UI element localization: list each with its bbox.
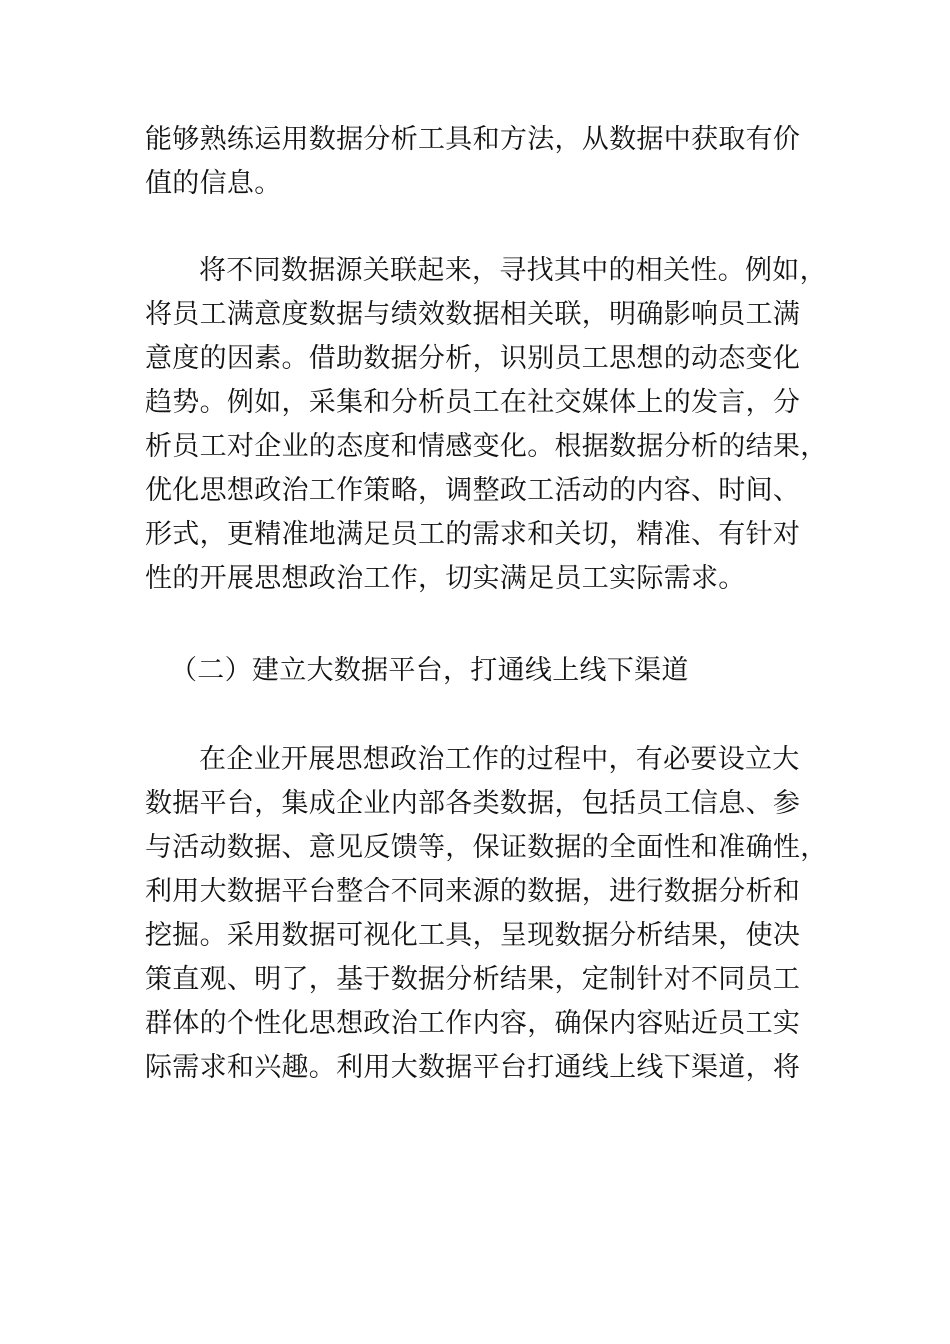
paragraph-3-line-4: 利用大数据平台整合不同来源的数据，进行数据分析和 (145, 876, 801, 907)
paragraph-2-line-6: 优化思想政治工作策略，调整政工活动的内容、时间、 (145, 475, 801, 506)
paragraph-2-line-7: 形式，更精准地满足员工的需求和关切，精准、有针对 (145, 519, 801, 550)
paragraph-2-line-4: 趋势。例如，采集和分析员工在社交媒体上的发言，分 (145, 387, 801, 418)
paragraph-3-line-7: 群体的个性化思想政治工作内容，确保内容贴近员工实 (145, 1008, 801, 1039)
paragraph-2-line-2: 将员工满意度数据与绩效数据相关联，明确影响员工满 (145, 299, 801, 330)
paragraph-2-line-5: 析员工对企业的态度和情感变化。根据数据分析的结果， (145, 431, 828, 462)
paragraph-3-line-6: 策直观、明了，基于数据分析结果，定制针对不同员工 (145, 964, 801, 995)
paragraph-3-line-8: 际需求和兴趣。利用大数据平台打通线上线下渠道，将 (145, 1052, 801, 1083)
paragraph-3-line-1: 在企业开展思想政治工作的过程中，有必要设立大 (199, 744, 800, 775)
section-heading: （二）建立大数据平台，打通线上线下渠道 (170, 655, 689, 686)
paragraph-2-line-8: 性的开展思想政治工作，切实满足员工实际需求。 (145, 563, 746, 594)
paragraph-3-line-5: 挖掘。采用数据可视化工具，呈现数据分析结果，使决 (145, 920, 801, 951)
paragraph-3-line-2: 数据平台，集成企业内部各类数据，包括员工信息、参 (145, 788, 801, 819)
paragraph-2-line-1: 将不同数据源关联起来，寻找其中的相关性。例如， (199, 255, 827, 286)
paragraph-1-line-2: 值的信息。 (145, 168, 282, 199)
paragraph-3-line-3: 与活动数据、意见反馈等，保证数据的全面性和准确性， (145, 832, 828, 863)
paragraph-1-line-1: 能够熟练运用数据分析工具和方法，从数据中获取有价 (145, 124, 801, 155)
paragraph-2-line-3: 意度的因素。借助数据分析，识别员工思想的动态变化 (145, 343, 801, 374)
